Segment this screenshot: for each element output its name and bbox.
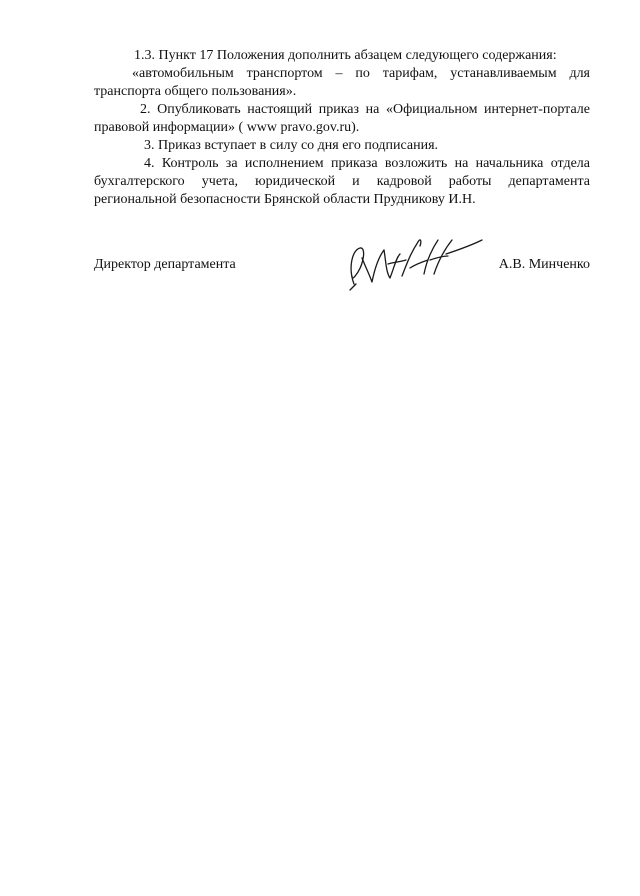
document-body — [94, 47, 590, 209]
paragraph-item-2: 2. Опубликовать настоящий приказ на «Официальном интернет-портале правовой информации» ( www pravo.gov.ru). — [94, 102, 590, 135]
paragraph-item-3: 3. Приказ вступает в силу со дня его подписания. — [144, 138, 439, 153]
paragraph-item-4: 4. Контроль за исполнением приказа возложить на начальника отдела бухгалтерского учета, юридической и кадровой работы департамента региональной безопасности Брянской области Прудникову И.Н. — [94, 156, 590, 207]
handwritten-signature — [340, 228, 490, 294]
paragraph-quote-text: «автомобильным транспортом – по тарифам, устанавливаемым для транспорта общего пользования». — [94, 66, 590, 99]
signatory-title: Директор департамента — [94, 257, 236, 272]
paragraph-item-1-3: 1.3. Пункт 17 Положения дополнить абзацем следующего содержания: — [134, 48, 557, 63]
signatory-name: А.В. Минченко — [498, 257, 590, 272]
